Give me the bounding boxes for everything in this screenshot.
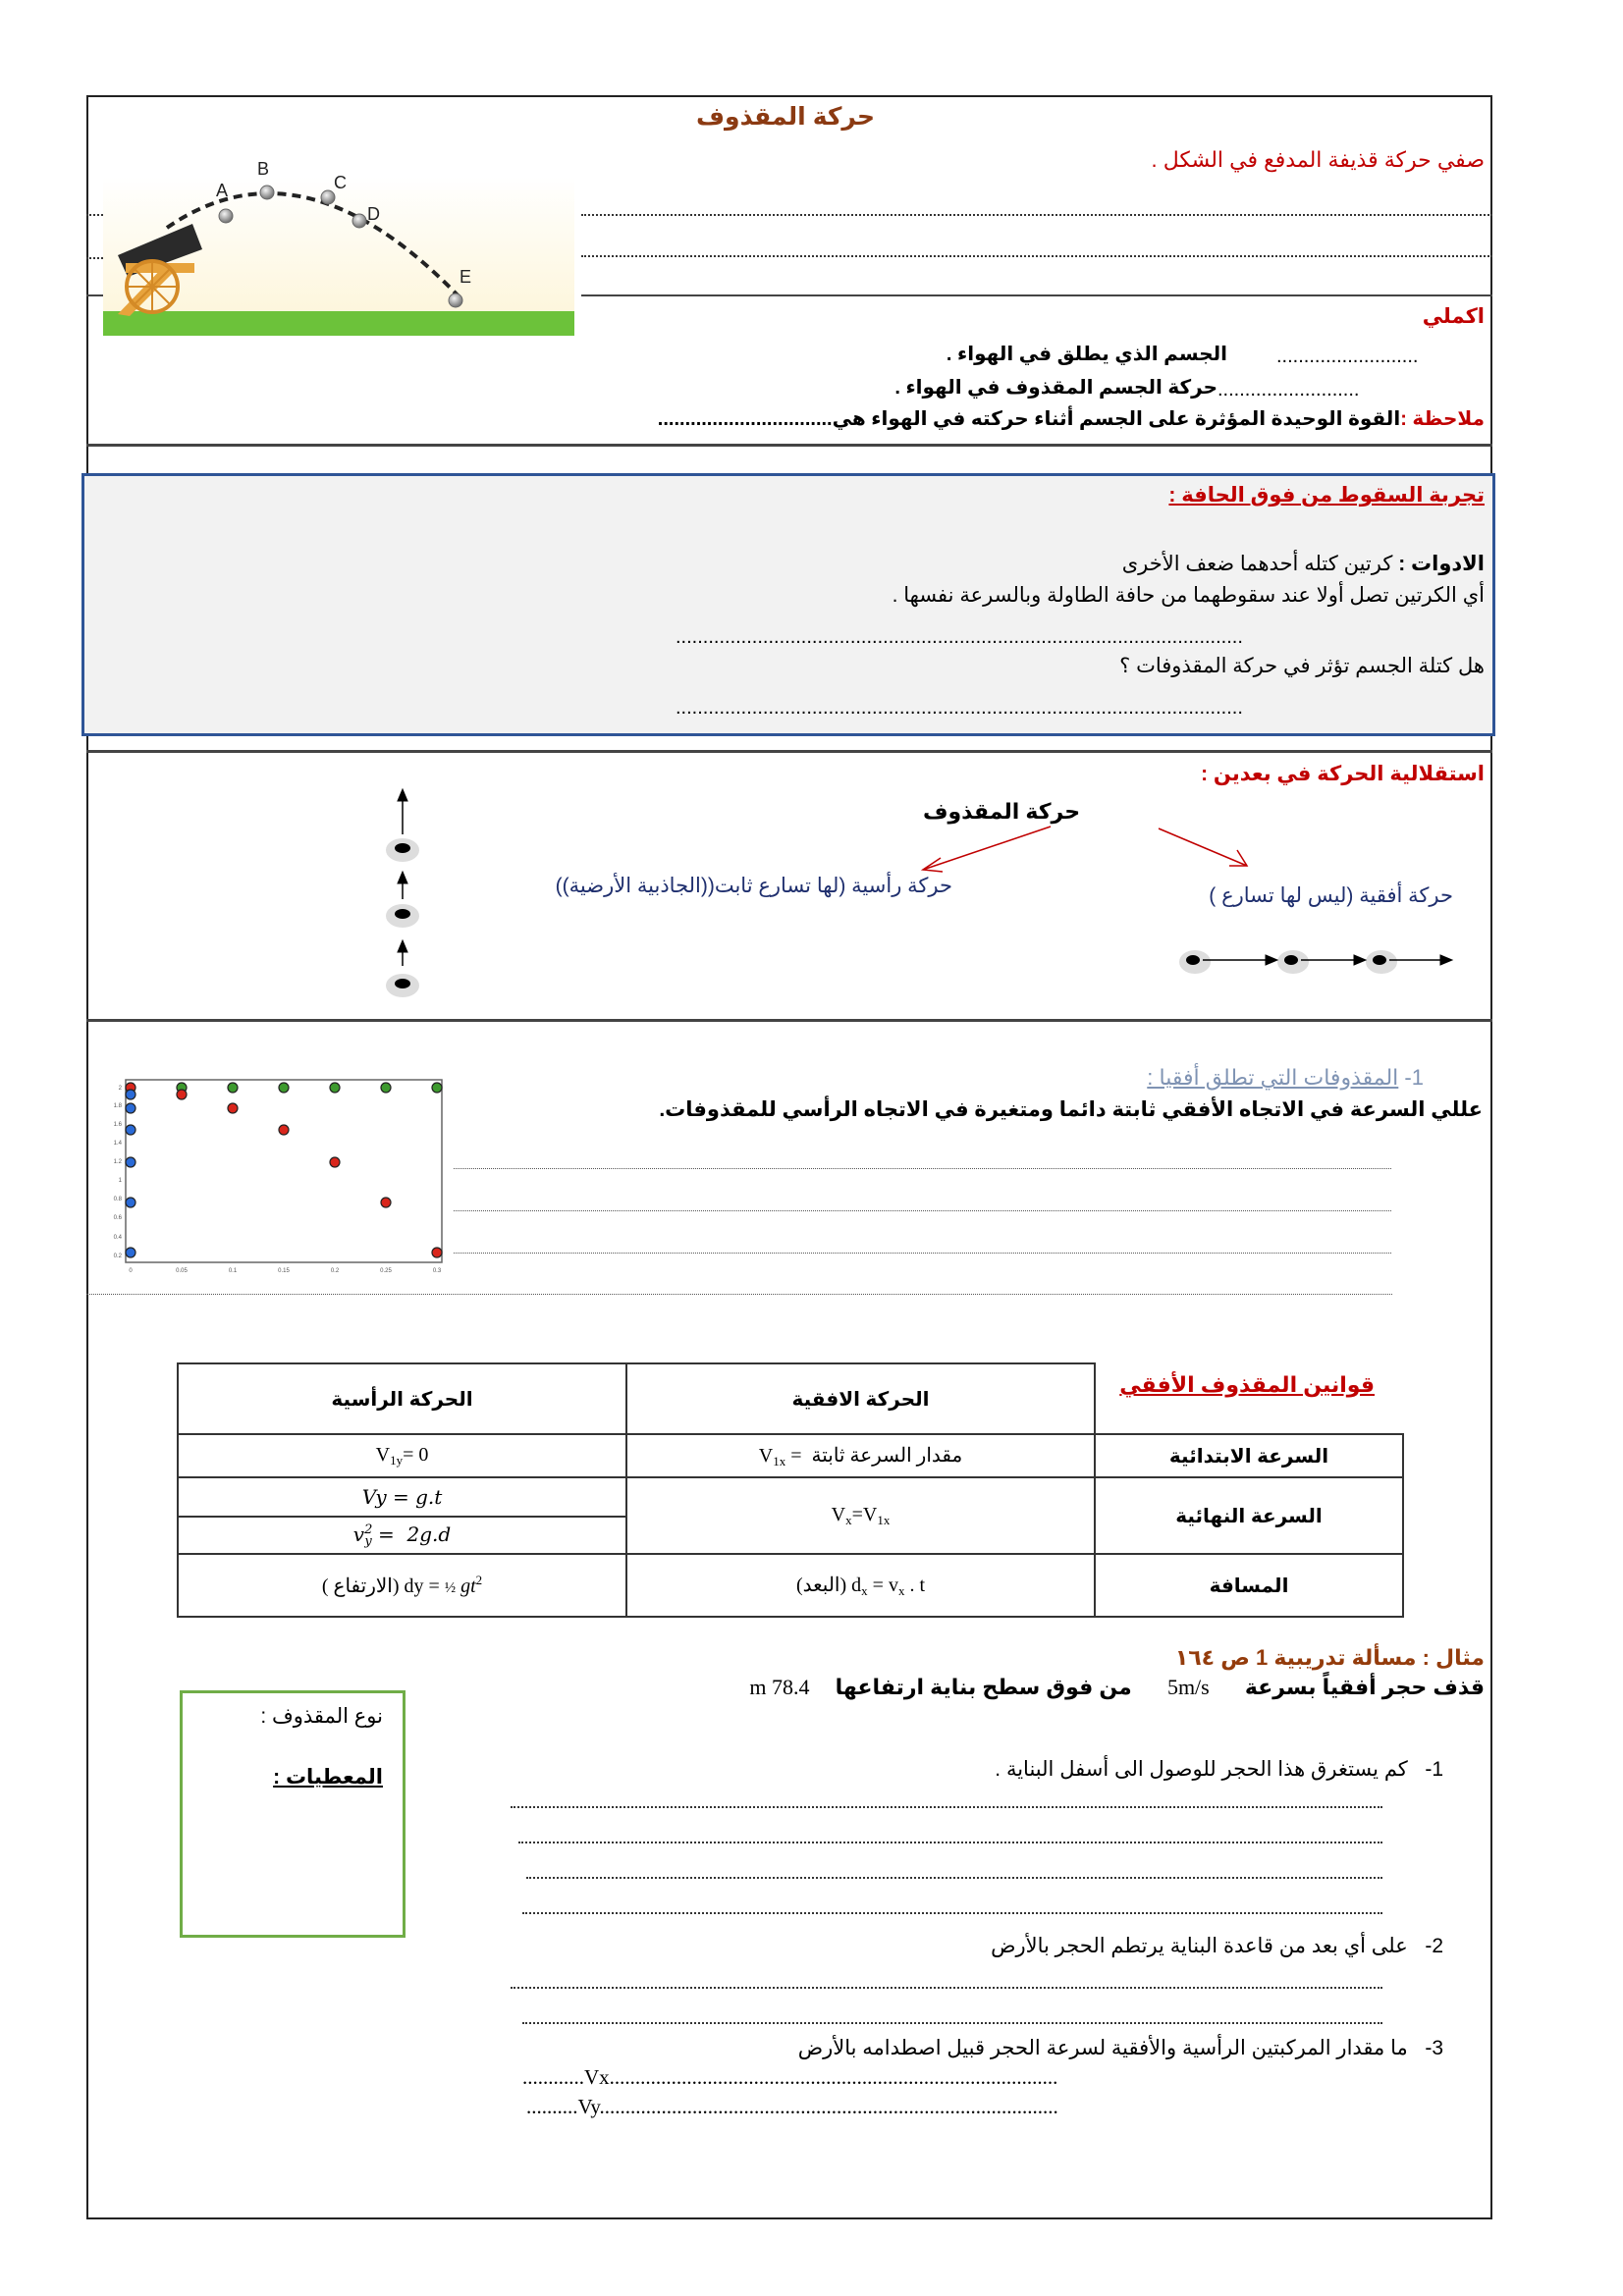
vertical-motion-diagram-icon xyxy=(378,785,427,1021)
answer-line[interactable] xyxy=(511,1987,1382,1989)
projectile-motion-label: حركة المقذوف xyxy=(922,799,1081,824)
answer-line[interactable] xyxy=(581,255,1492,257)
cell-initial-horizontal: $V_{1x}$ = مقدار السرعة ثابتة xyxy=(626,1434,1095,1477)
point-label: C xyxy=(334,173,347,192)
svg-text:2: 2 xyxy=(118,1086,122,1092)
complete-line-1: الجسم الذي يطلق في الهواء . xyxy=(946,344,1227,365)
cell-distance-vertical: ( الارتفاع) dy = ½ $gt^2$ xyxy=(178,1554,626,1617)
complete-line-2: حركة الجسم المقذوف في الهواء . xyxy=(894,377,1217,399)
svg-text:0.25: 0.25 xyxy=(380,1268,392,1274)
svg-text:1: 1 xyxy=(118,1178,122,1184)
givens-label: المعطيات : xyxy=(273,1766,383,1789)
complete-label: اكملي xyxy=(1422,305,1485,328)
vy-answer-line[interactable]: ..........Vy......................................................................................... xyxy=(526,2095,1058,2118)
svg-text:0.6: 0.6 xyxy=(113,1215,122,1221)
svg-text:1.8: 1.8 xyxy=(113,1103,122,1109)
answer-line[interactable] xyxy=(454,1253,1391,1254)
horizontal-projectiles-question: عللي السرعة في الاتجاه الأفقي ثابتة دائما ومتغيرة في الاتجاه الرأسي للمقذوفات. xyxy=(659,1098,1483,1121)
divider xyxy=(581,294,1492,296)
complete-blank-2[interactable]: .......................... xyxy=(1217,379,1360,400)
svg-text:0.15: 0.15 xyxy=(278,1268,290,1274)
initial-speed-value: 5m/s xyxy=(1166,1675,1210,1699)
cell-final-vertical-b: $v^2_y = 2g.d$ xyxy=(178,1517,626,1554)
example-statement xyxy=(648,1675,1485,1700)
answer-line[interactable] xyxy=(522,2022,1382,2024)
svg-text:0.05: 0.05 xyxy=(176,1268,188,1274)
cell-initial-vertical: $V_{1y}= 0$ xyxy=(178,1434,626,1477)
point-label: B xyxy=(257,159,270,179)
point-label: A xyxy=(216,181,229,200)
svg-text:0.3: 0.3 xyxy=(432,1268,442,1274)
answer-line[interactable] xyxy=(526,1877,1382,1879)
col-header-horizontal: الحركة الافقية xyxy=(626,1363,1095,1434)
svg-text:0.4: 0.4 xyxy=(113,1235,122,1241)
scatter-chart-icon xyxy=(106,1076,452,1276)
independence-title: استقلالية الحركة في بعدين : xyxy=(1201,763,1485,785)
horizontal-projectiles-heading xyxy=(982,1065,1424,1091)
projectile-scatter-chart xyxy=(106,1076,452,1276)
row-label-final-speed: السرعة النهائية xyxy=(1095,1477,1403,1554)
vertical-motion-label: حركة رأسية (لها تسارع ثابت((الجاذبية الأرضية)) xyxy=(555,875,952,897)
answer-line[interactable] xyxy=(518,1842,1382,1843)
tools-row xyxy=(884,552,1485,576)
svg-text:0.1: 0.1 xyxy=(228,1268,238,1274)
question-1 xyxy=(687,1757,1443,1782)
row-label-distance: المسافة xyxy=(1095,1554,1403,1617)
svg-text:0.8: 0.8 xyxy=(113,1197,122,1202)
section-divider xyxy=(86,444,1492,447)
cannon-illustration xyxy=(98,147,579,344)
building-height-value: 78.4 m xyxy=(749,1675,810,1699)
complete-blank-1[interactable]: .......................... xyxy=(1276,346,1419,367)
cell-final-horizontal: $V_x=V_{1x}$ xyxy=(626,1477,1095,1554)
point-label: D xyxy=(367,204,380,224)
answer-line[interactable] xyxy=(454,1168,1391,1169)
svg-text:1.4: 1.4 xyxy=(113,1141,122,1147)
tools-text: كرتين كتله أحدهما ضعف الأخرى xyxy=(1121,553,1393,575)
svg-text:0.2: 0.2 xyxy=(113,1254,122,1259)
heading-text: المقذوفات التي تطلق أفقيا : xyxy=(1147,1065,1399,1090)
point-label: E xyxy=(460,267,472,287)
question-1-number: 1- xyxy=(1425,1758,1443,1781)
answer-line[interactable] xyxy=(86,1294,1392,1295)
svg-text:1.6: 1.6 xyxy=(113,1122,122,1128)
horizontal-motion-diagram-icon xyxy=(1173,942,1458,982)
heading-number: 1- xyxy=(1404,1065,1424,1090)
projectile-type-label: نوع المقذوف : xyxy=(260,1705,383,1728)
experiment-question-1: أي الكرتين تصل أولا عند سقوطهما من حافة الطاولة وبالسرعة نفسها . xyxy=(892,584,1485,607)
answer-line[interactable] xyxy=(581,214,1492,216)
page-title: حركة المقذوف xyxy=(696,103,875,131)
section-divider xyxy=(86,1019,1492,1022)
cannon-trajectory-icon xyxy=(98,147,579,344)
section-divider xyxy=(86,750,1492,753)
question-2-number: 2- xyxy=(1425,1935,1443,1957)
question-2 xyxy=(687,1934,1443,1958)
cell-final-vertical-a: Vy = g.t xyxy=(178,1477,626,1517)
note-text: القوة الوحيدة المؤثرة على الجسم أثناء حركته في الهواء هي................................ xyxy=(657,408,1401,430)
cell-distance-horizontal: (البعد) $d_x = v_x$ . t xyxy=(626,1554,1095,1617)
laws-title: قوانين المقذوف الأفقي xyxy=(1119,1372,1375,1397)
answer-line[interactable] xyxy=(454,1210,1391,1211)
note-row xyxy=(550,406,1485,431)
example-title: مثال : مسألة تدريبية 1 ص ١٦٤ xyxy=(1174,1645,1485,1670)
svg-text:0: 0 xyxy=(129,1268,133,1274)
empty-header-cell xyxy=(1095,1363,1403,1434)
svg-text:1.2: 1.2 xyxy=(113,1159,122,1165)
col-header-vertical: الحركة الرأسية xyxy=(178,1363,626,1434)
experiment-answer-1[interactable]: ........................................................................................................ xyxy=(676,626,1243,648)
row-label-initial-speed: السرعة الابتدائية xyxy=(1095,1434,1403,1477)
question-3-number: 3- xyxy=(1425,2037,1443,2059)
tools-label: الادوات : xyxy=(1398,553,1485,575)
experiment-question-2: هل كتلة الجسم تؤثر في حركة المقذوفات ؟ xyxy=(1119,655,1485,677)
question-3-text: ما مقدار المركبتين الرأسية والأفقية لسرعة الحجر قبيل اصطدامه بالأرض xyxy=(797,2037,1408,2059)
branch-arrows-icon xyxy=(913,821,1257,880)
statement-part-a: قذف حجر أفقياً بسرعة xyxy=(1244,1675,1485,1699)
horizontal-motion-label: حركة أفقية (ليس لها تسارع ) xyxy=(1209,884,1453,907)
question-2-text: على أي بعد من قاعدة البناية يرتطم الحجر بالأرض xyxy=(991,1935,1408,1957)
question-1-text: كم يستغرق هذا الحجر للوصول الى أسفل البناية . xyxy=(995,1758,1408,1781)
svg-text:0.2: 0.2 xyxy=(330,1268,340,1274)
describe-prompt: صفي حركة قذيفة المدفع في الشكل . xyxy=(1151,147,1485,172)
statement-part-b: من فوق سطح بناية ارتفاعها xyxy=(835,1675,1132,1699)
laws-table xyxy=(177,1362,1404,1618)
experiment-answer-2[interactable]: ........................................................................................................ xyxy=(676,697,1243,719)
answer-line[interactable] xyxy=(522,1912,1382,1914)
question-3 xyxy=(589,2036,1443,2060)
experiment-title: تجربة السقوط من فوق الحافة : xyxy=(1168,484,1485,507)
vx-answer-line[interactable]: ............Vx....................................................................................... xyxy=(522,2065,1058,2089)
answer-line[interactable] xyxy=(511,1806,1382,1808)
note-label: ملاحظة : xyxy=(1400,408,1485,430)
